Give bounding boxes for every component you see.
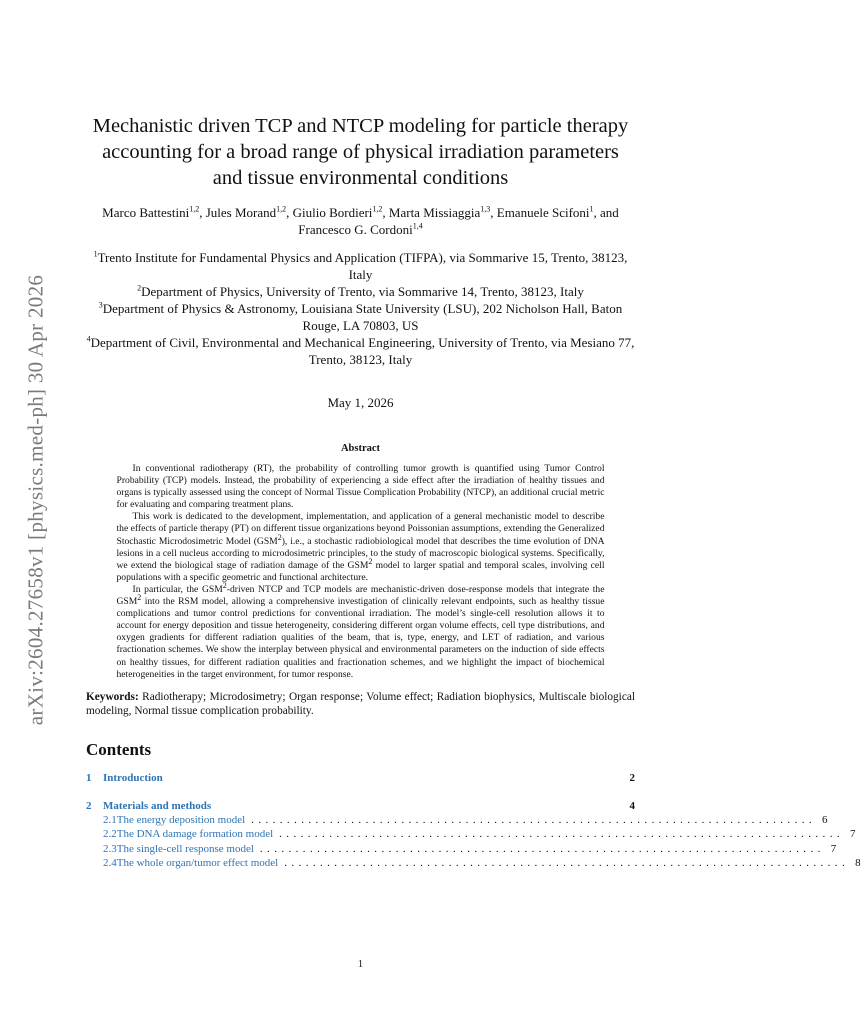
affiliation: $^2$Department of Physics, University of Trento, via Sommarive 14, Trento, 38123, Italy	[137, 283, 584, 299]
arxiv-identifier	[18, 250, 54, 750]
keywords	[86, 690, 635, 718]
author: Emanuele Scifoni$^1$	[496, 204, 594, 220]
toc-section-link[interactable]: 1 Introduction 2	[86, 771, 635, 784]
toc-subsection-link[interactable]: 2.4 The whole organ/tumor effect model ............................................................................... 8	[103, 857, 861, 870]
author: Jules Morand$^{1,2}$	[205, 204, 287, 220]
abstract-heading: Abstract	[340, 443, 381, 454]
abstract-body	[117, 463, 605, 681]
affiliation: $^4$Department of Civil, Environmental and Mechanical Engineering, University of Trento, via Mesiano 77, Trento, 38123, Italy	[86, 334, 635, 367]
contents-heading: Contents	[86, 739, 152, 759]
affiliation: $^3$Department of Physics & Astronomy, Louisiana State University (LSU), 202 Nicholson Hall, Baton Rouge, LA 70803, US	[98, 300, 623, 333]
author-list: Marco Battestini$^{1,2}$, Jules Morand$^{1,2}$, Giulio Bordieri$^{1,2}$, Marta Missiaggia$^{1,3}$, Emanuele Scifoni$^1$, and Francesco G. Cordoni$^{1,4}$	[102, 204, 619, 237]
abstract-paragraph: This work is dedicated to the development, implementation, and application of a general mechanistic model to describe the effects of particle therapy (PT) on different tissue organizations beyond Poissonian assumptions, extending the Generalized Stochastic Microdosimetric Model (GSM$^2$), i.e., a stochastic radiobiological model that describes the time evolution of DNA lesions in a cell nucleus according to microdosimetric principles, to the study of macroscopic biological systems. Specifically, we extend the biological stage of radiation damage of the GSM$^2$ model to larger spatial and temporal scales, involving cell populations with a specific geometric and functional architecture.	[116, 511, 605, 583]
toc-subsection-link[interactable]: 2.1 The energy deposition model ............................................................................... 6	[103, 813, 828, 826]
affiliation-list	[86, 249, 635, 368]
abstract-paragraph: In conventional radiotherapy (RT), the probability of controlling tumor growth is quantified using Tumor Control Probability (TCP) models. Instead, the probability of experiencing a side effect after the irradiation of healthy tissues and organs is typically assessed using the concept of Normal Tissue Complication Probability (NTCP), an additional crucial metric for evaluating and comparing treatment plans.	[116, 463, 605, 511]
paper-date: May 1, 2026	[327, 395, 394, 410]
paper-page	[86, 0, 861, 871]
paper-title: Mechanistic driven TCP and NTCP modeling for particle therapy accounting for a broad range of physical irradiation parameters and tissue environmental conditions	[92, 115, 629, 189]
toc-subsection-link[interactable]: 2.2 The DNA damage formation model ............................................................................... 7	[103, 828, 856, 841]
author: Francesco G. Cordoni$^{1,4}$	[298, 221, 423, 237]
abstract-paragraph: In particular, the GSM$^2$-driven NTCP and TCP models are mechanistic-driven dose-response models that integrate the GSM$^2$ into the RSM model, allowing a comprehensive investigation of clinically relevant endpoints, such as healthy tissue complications and tumor control predictions for conventional irradiation. The model’s single-cell resolution allows it to account for energy deposition and tissue heterogeneity, considering different organ volume effects, cell type distributions, and oxygen gradients for different radiation qualities of the beam, that is, type, energy, and LET of radiation, and various fractionation schemes. We show the interplay between physical and environmental parameters on the induction of side effects on healthy tissues, for different radiation qualities and fractionation schemes, and we highlight the impact of biochemical heterogeneities in the target environment, for tumor response.	[116, 580, 605, 680]
author: Giulio Bordieri$^{1,2}$	[292, 204, 383, 220]
table-of-contents	[86, 771, 861, 871]
affiliation: $^1$Trento Institute for Fundamental Physics and Application (TIFPA), via Sommarive 15, Trento, 38123, Italy	[93, 249, 628, 282]
arxiv-identifier-text: arXiv:2604.27658v1 [physics.med-ph] 30 Apr 2026	[23, 274, 48, 726]
toc-subsection-link[interactable]: 2.3 The single-cell response model ............................................................................... 7	[103, 842, 837, 855]
author: Marta Missiaggia$^{1,3}$	[388, 204, 491, 220]
page-number: 1	[357, 959, 364, 970]
keywords-text: Radiotherapy; Microdosimetry; Organ response; Volume effect; Radiation biophysics, Multiscale biological modeling, Normal tissue complication probability.	[86, 690, 635, 717]
author: Marco Battestini$^{1,2}$	[102, 204, 200, 220]
toc-section-link[interactable]: 2 Materials and methods 4	[86, 799, 635, 812]
keywords-label: Keywords:	[86, 690, 139, 703]
